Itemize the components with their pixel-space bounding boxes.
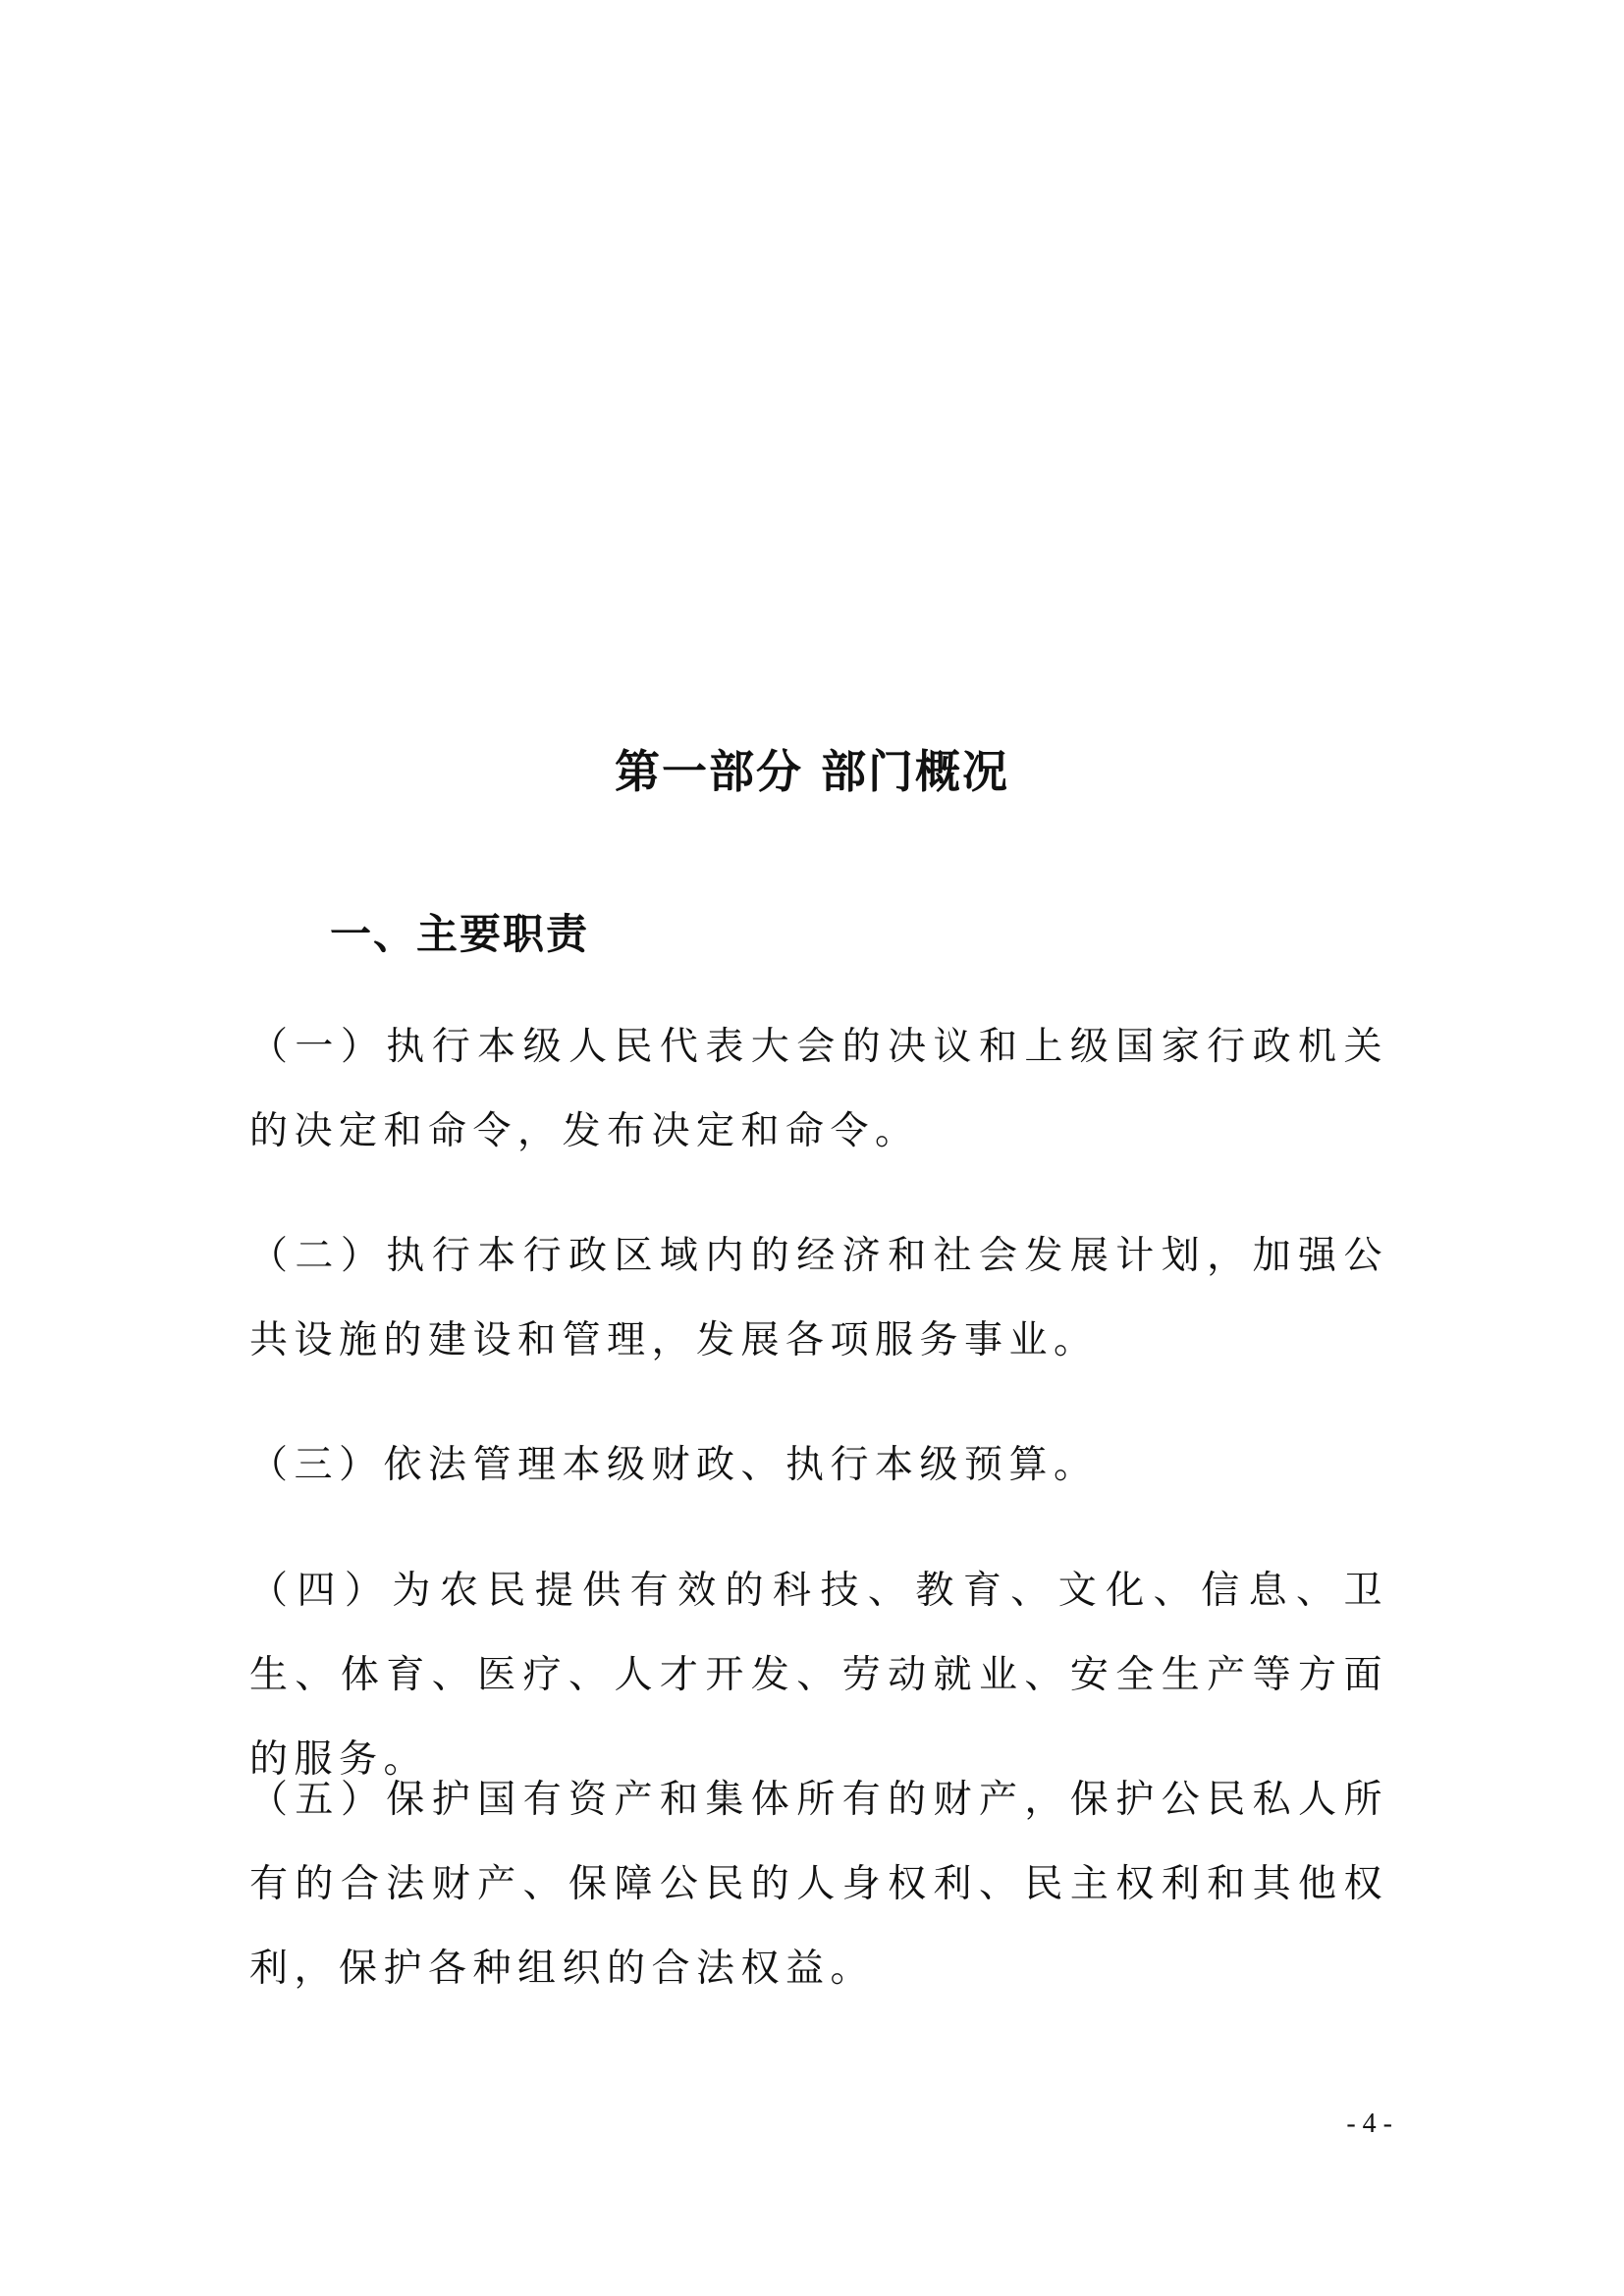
duty-paragraph-5: （五）保护国有资产和集体所有的财产，保护公民私人所有的合法财产、保障公民的人身权利、民主权利和其他权利，保护各种组织的合法权益。 — [249, 1778, 1388, 1991]
duty-paragraph-3: （三）依法管理本级财政、执行本级预算。 — [249, 1443, 1099, 1487]
part-title: 第一部分 部门概况 — [614, 745, 1009, 798]
page-number: - 4 - — [1346, 2109, 1392, 2139]
duty-paragraph-2: （二）执行本行政区域内的经济和社会发展计划，加强公共设施的建设和管理，发展各项服务事业。 — [249, 1234, 1388, 1362]
section-heading: 一、主要职责 — [330, 910, 590, 958]
duty-paragraph-4: （四）为农民提供有效的科技、教育、文化、信息、卫生、体育、医疗、人才开发、劳动就业、安全生产等方面的服务。 — [249, 1569, 1388, 1782]
duty-paragraph-1: （一）执行本级人民代表大会的决议和上级国家行政机关的决定和命令，发布决定和命令。 — [249, 1025, 1388, 1153]
